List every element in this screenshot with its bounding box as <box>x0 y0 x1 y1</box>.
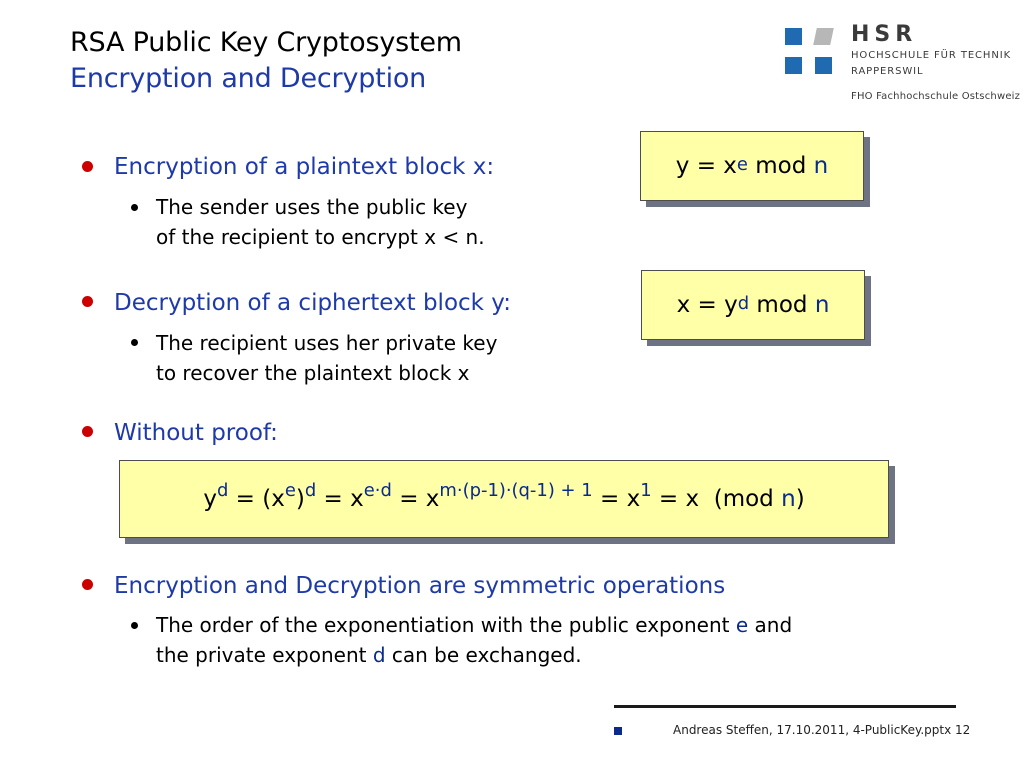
proof-term-7: = x (mod <box>651 486 782 512</box>
symmetric-sub-line-2-text-b: can be exchanged. <box>391 643 582 667</box>
logo-square-blue-3 <box>815 57 832 74</box>
proof-term-8: ) <box>795 486 805 512</box>
encryption-sub-line-1: The sender uses the public key <box>156 195 468 219</box>
proof-term-3: ) <box>295 486 305 512</box>
proof-formula <box>203 480 805 512</box>
encryption-formula-mod: mod <box>747 153 814 179</box>
decryption-formula-modulus: n <box>814 292 830 318</box>
symmetric-sub-line-2-text-a: the private exponent <box>156 643 367 667</box>
decryption-formula-mod: mod <box>749 292 815 318</box>
proof-term-6: = x <box>592 486 641 512</box>
private-exponent-var: d <box>372 643 386 667</box>
bullet-icon <box>82 426 93 437</box>
decryption-sub-line-1: The recipient uses her private key <box>156 331 498 355</box>
encryption-heading: Encryption of a plaintext block x: <box>114 154 495 180</box>
page-title: RSA Public Key Cryptosystem <box>70 27 462 58</box>
logo-line-2: RAPPERSWIL <box>851 66 924 77</box>
logo-name: HSR <box>851 22 918 47</box>
encryption-formula-box: y = x $^e$ mod n <box>640 131 864 201</box>
decryption-sub-line-2: to recover the plaintext block x <box>156 361 470 385</box>
encryption-formula-lhs: y = x <box>675 153 737 179</box>
proof-modulus: n <box>781 486 796 512</box>
proof-term-5: = x <box>391 486 440 512</box>
logo-square-gray <box>813 28 834 45</box>
sub-bullet-icon <box>131 339 138 346</box>
logo-line-1: HOCHSCHULE FÜR TECHNIK <box>851 50 1012 61</box>
proof-exp-3: d <box>304 480 317 502</box>
symmetric-sub-line-1-text-a: The order of the exponentiation with the public exponent <box>156 613 730 637</box>
sub-bullet-icon <box>131 622 138 629</box>
proof-term-4: = x <box>316 486 364 512</box>
decryption-heading: Decryption of a ciphertext block y: <box>114 290 511 316</box>
footer-divider <box>614 705 956 708</box>
encryption-formula-modulus: n <box>813 153 829 179</box>
decryption-formula-lhs: x = y <box>676 292 738 318</box>
proof-exp-2: e <box>284 480 296 502</box>
logo-square-blue-1 <box>785 28 802 45</box>
symmetric-heading: Encryption and Decryption are symmetric operations <box>114 573 726 599</box>
decryption-formula-box: x = y $^d$ mod n <box>641 270 865 340</box>
proof-exp-1: d <box>216 480 229 502</box>
proof-exp-5: m·(p-1)·(q-1) + 1 <box>439 480 593 502</box>
proof-term-2: = (x <box>228 486 285 512</box>
footer-text: Andreas Steffen, 17.10.2011, 4-PublicKey.pptx 12 <box>673 723 971 737</box>
symmetric-sub-line-1 <box>156 610 792 640</box>
proof-formula-box <box>119 460 889 538</box>
symmetric-sub-line-1-text-b: and <box>754 613 793 637</box>
bullet-icon <box>82 296 93 307</box>
logo-line-3: FHO Fachhochschule Ostschweiz <box>851 91 1021 102</box>
public-exponent-var: e <box>735 613 749 637</box>
proof-heading: Without proof: <box>114 420 278 446</box>
symmetric-sub-line-2 <box>156 640 582 670</box>
proof-exp-6: 1 <box>640 480 652 502</box>
sub-bullet-icon <box>131 204 138 211</box>
encryption-sub-line-2: of the recipient to encrypt x < n. <box>156 225 485 249</box>
proof-exp-4: e·d <box>363 480 392 502</box>
proof-term-1: y <box>203 486 217 512</box>
footer-square-icon <box>614 727 622 735</box>
bullet-icon <box>82 161 93 172</box>
bullet-icon <box>82 579 93 590</box>
logo-square-blue-2 <box>785 57 802 74</box>
page-subtitle: Encryption and Decryption <box>70 63 427 94</box>
